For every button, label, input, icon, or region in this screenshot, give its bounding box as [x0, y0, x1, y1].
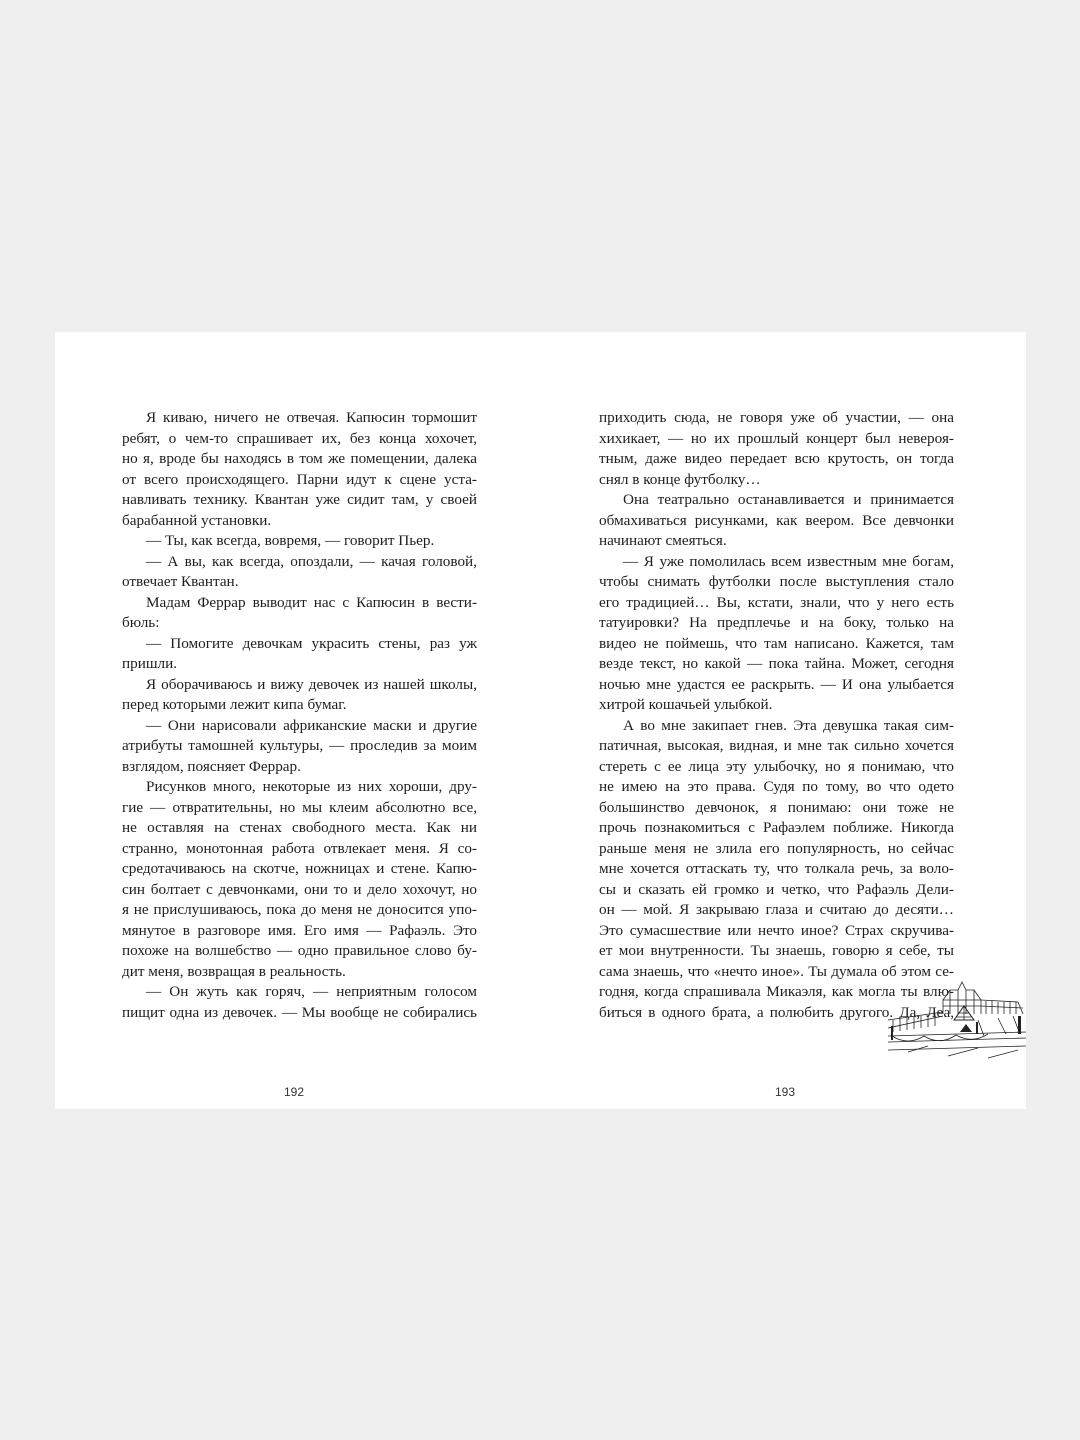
text-line: навливать технику. Квантан уже сидит там, у своей [122, 491, 477, 508]
paragraph [599, 408, 954, 490]
text-line: патичная, высокая, видная, и мне так сильно хочется [599, 737, 954, 754]
text-line: пищит одна из девочек. — Мы вообще не собирались [122, 1003, 477, 1021]
text-line: приходить сюда, не говоря уже об участии, — она [599, 409, 954, 426]
page-number-right: 193 [775, 1085, 796, 1099]
text-line: — А вы, как всегда, опоздали, — качая головой, [146, 552, 477, 570]
paragraph [122, 777, 477, 982]
text-line: — Он жуть как горяч, — неприятным голосом [146, 983, 477, 1000]
text-line: пришли. [122, 655, 178, 672]
text-line: взглядом, поясняет Феррар. [122, 757, 301, 775]
text-line: ет мои внутренности. Ты знаешь, говорю я себе, ты [599, 942, 954, 959]
text-line: барабанной установки. [122, 511, 272, 529]
text-line: стереть с ее лица эту улыбочку, но я понимаю, что [599, 757, 954, 775]
text-line: я не прислушиваюсь, пока до меня не доносится упо- [122, 901, 477, 918]
text-line: биться в одного брата, а полюбить другого. Да, Леа, [599, 1003, 954, 1021]
text-line: от всего происходящего. Парни идут к сцене уста- [122, 470, 477, 488]
text-line: начинают смеяться. [599, 532, 727, 549]
book-spread [55, 332, 1026, 1109]
text-line: хихикает, — но их прошлый концерт был невероя- [599, 429, 954, 447]
text-line: бюль: [122, 614, 160, 631]
paragraph [122, 531, 477, 552]
paragraph [122, 982, 477, 1023]
text-line: он — мой. Я закрываю глаза и считаю до десяти… [599, 901, 954, 918]
right-page [599, 408, 954, 1023]
text-line: прочь познакомиться с Рафаэлем поближе. Никогда [599, 819, 954, 836]
text-line: сы и сказать ей громко и четко, что Рафаэль Дели- [599, 880, 954, 898]
text-line: не оставляя на стенах свободного места. Как ни [122, 819, 477, 836]
text-line: — Они нарисовали африканские маски и другие [146, 716, 477, 734]
text-line: годня, когда спрашивала Микаэля, как могла ты влю- [599, 983, 954, 1000]
text-line: обмахиваться рисунками, как веером. Все девчонки [599, 511, 954, 529]
text-line: син болтает с девчонками, они то и дело хохочут, но [122, 880, 477, 898]
text-line: перед которыми лежит кипа бумаг. [122, 696, 347, 713]
text-line: А во мне закипает гнев. Эта девушка такая сим- [623, 716, 954, 734]
paragraph [122, 593, 477, 634]
text-line: ночью мне удастся ее раскрыть. — И она улыбается [599, 675, 954, 693]
text-line: везде текст, но какой — пока тайна. Может, сегодня [599, 655, 954, 672]
text-line: не имею на это права. Судя по тому, во что одето [599, 778, 954, 795]
paragraph [599, 490, 954, 552]
text-line: мянутое в разговоре имя. Его имя — Рафаэль. Это [122, 921, 477, 939]
paragraph [122, 675, 477, 716]
text-line: похоже на волшебство — одно правильное слово бу- [122, 942, 477, 959]
text-line: атрибуты тамошней культуры, — проследив за моим [122, 737, 477, 754]
text-line: Мадам Феррар выводит нас с Капюсин в вести- [146, 593, 477, 611]
text-line: снял в конце футболку… [599, 470, 761, 488]
text-line: дит меня, возвращая в реальность. [122, 962, 346, 980]
text-line: раньше меня не злила его популярность, но сейчас [599, 839, 954, 857]
text-line: татуировки? На предплечье и на боку, только на [599, 614, 954, 631]
text-line: хитрой кошачьей улыбкой. [599, 696, 773, 713]
text-line: но я, вроде бы находясь в том же помещении, далека [122, 450, 477, 467]
text-line: чтобы снимать футболки после выступления стало [599, 573, 954, 590]
text-line: Я оборачиваюсь и вижу девочек из нашей школы, [146, 675, 477, 693]
text-line: Рисунков много, некоторые из них хороши, дру- [146, 778, 477, 795]
text-line: ребят, о чем-то спрашивает их, без конца хохочет, [122, 429, 477, 447]
text-line: отвечает Квантан. [122, 573, 239, 590]
text-line: Это сумасшествие или нечто иное? Страх скручива- [599, 921, 954, 939]
text-line: тным, даже видео передает всю крутость, он тогда [599, 450, 954, 467]
text-line: Я киваю, ничего не отвечая. Капюсин тормошит [146, 409, 477, 426]
text-line: гие — отвратительны, но мы клеим абсолютно все, [122, 798, 477, 816]
left-page [122, 408, 477, 1023]
paragraph [122, 716, 477, 778]
text-line: мне хочется оттаскать ту, что толкала речь, за воло- [599, 860, 954, 877]
paris-sketch-illustration [888, 976, 1026, 1060]
text-line: его традицией… Вы, кстати, знали, что у него есть [599, 593, 954, 611]
text-line: сама знаешь, что «нечто иное». Ты думала об этом се- [599, 962, 954, 980]
paragraph [122, 552, 477, 593]
text-line: — Ты, как всегда, вовремя, — говорит Пьер. [146, 532, 435, 549]
paragraph [599, 552, 954, 716]
page-number-left: 192 [284, 1085, 305, 1099]
text-line: средотачиваюсь на скотче, ножницах и стене. Капю- [122, 860, 477, 877]
text-line: странно, монотонная работа отвлекает меня. Я со- [122, 839, 477, 857]
paragraph [122, 408, 477, 531]
paragraph [122, 634, 477, 675]
text-line: Она театрально останавливается и принимается [623, 491, 954, 508]
text-line: большинство девчонок, я понимаю: они тоже не [599, 798, 954, 816]
text-line: — Я уже помолилась всем известным мне богам, [623, 552, 954, 570]
text-line: — Помогите девочкам украсить стены, раз уж [146, 634, 477, 652]
text-line: видео не поймешь, что там написано. Кажется, там [599, 634, 954, 652]
